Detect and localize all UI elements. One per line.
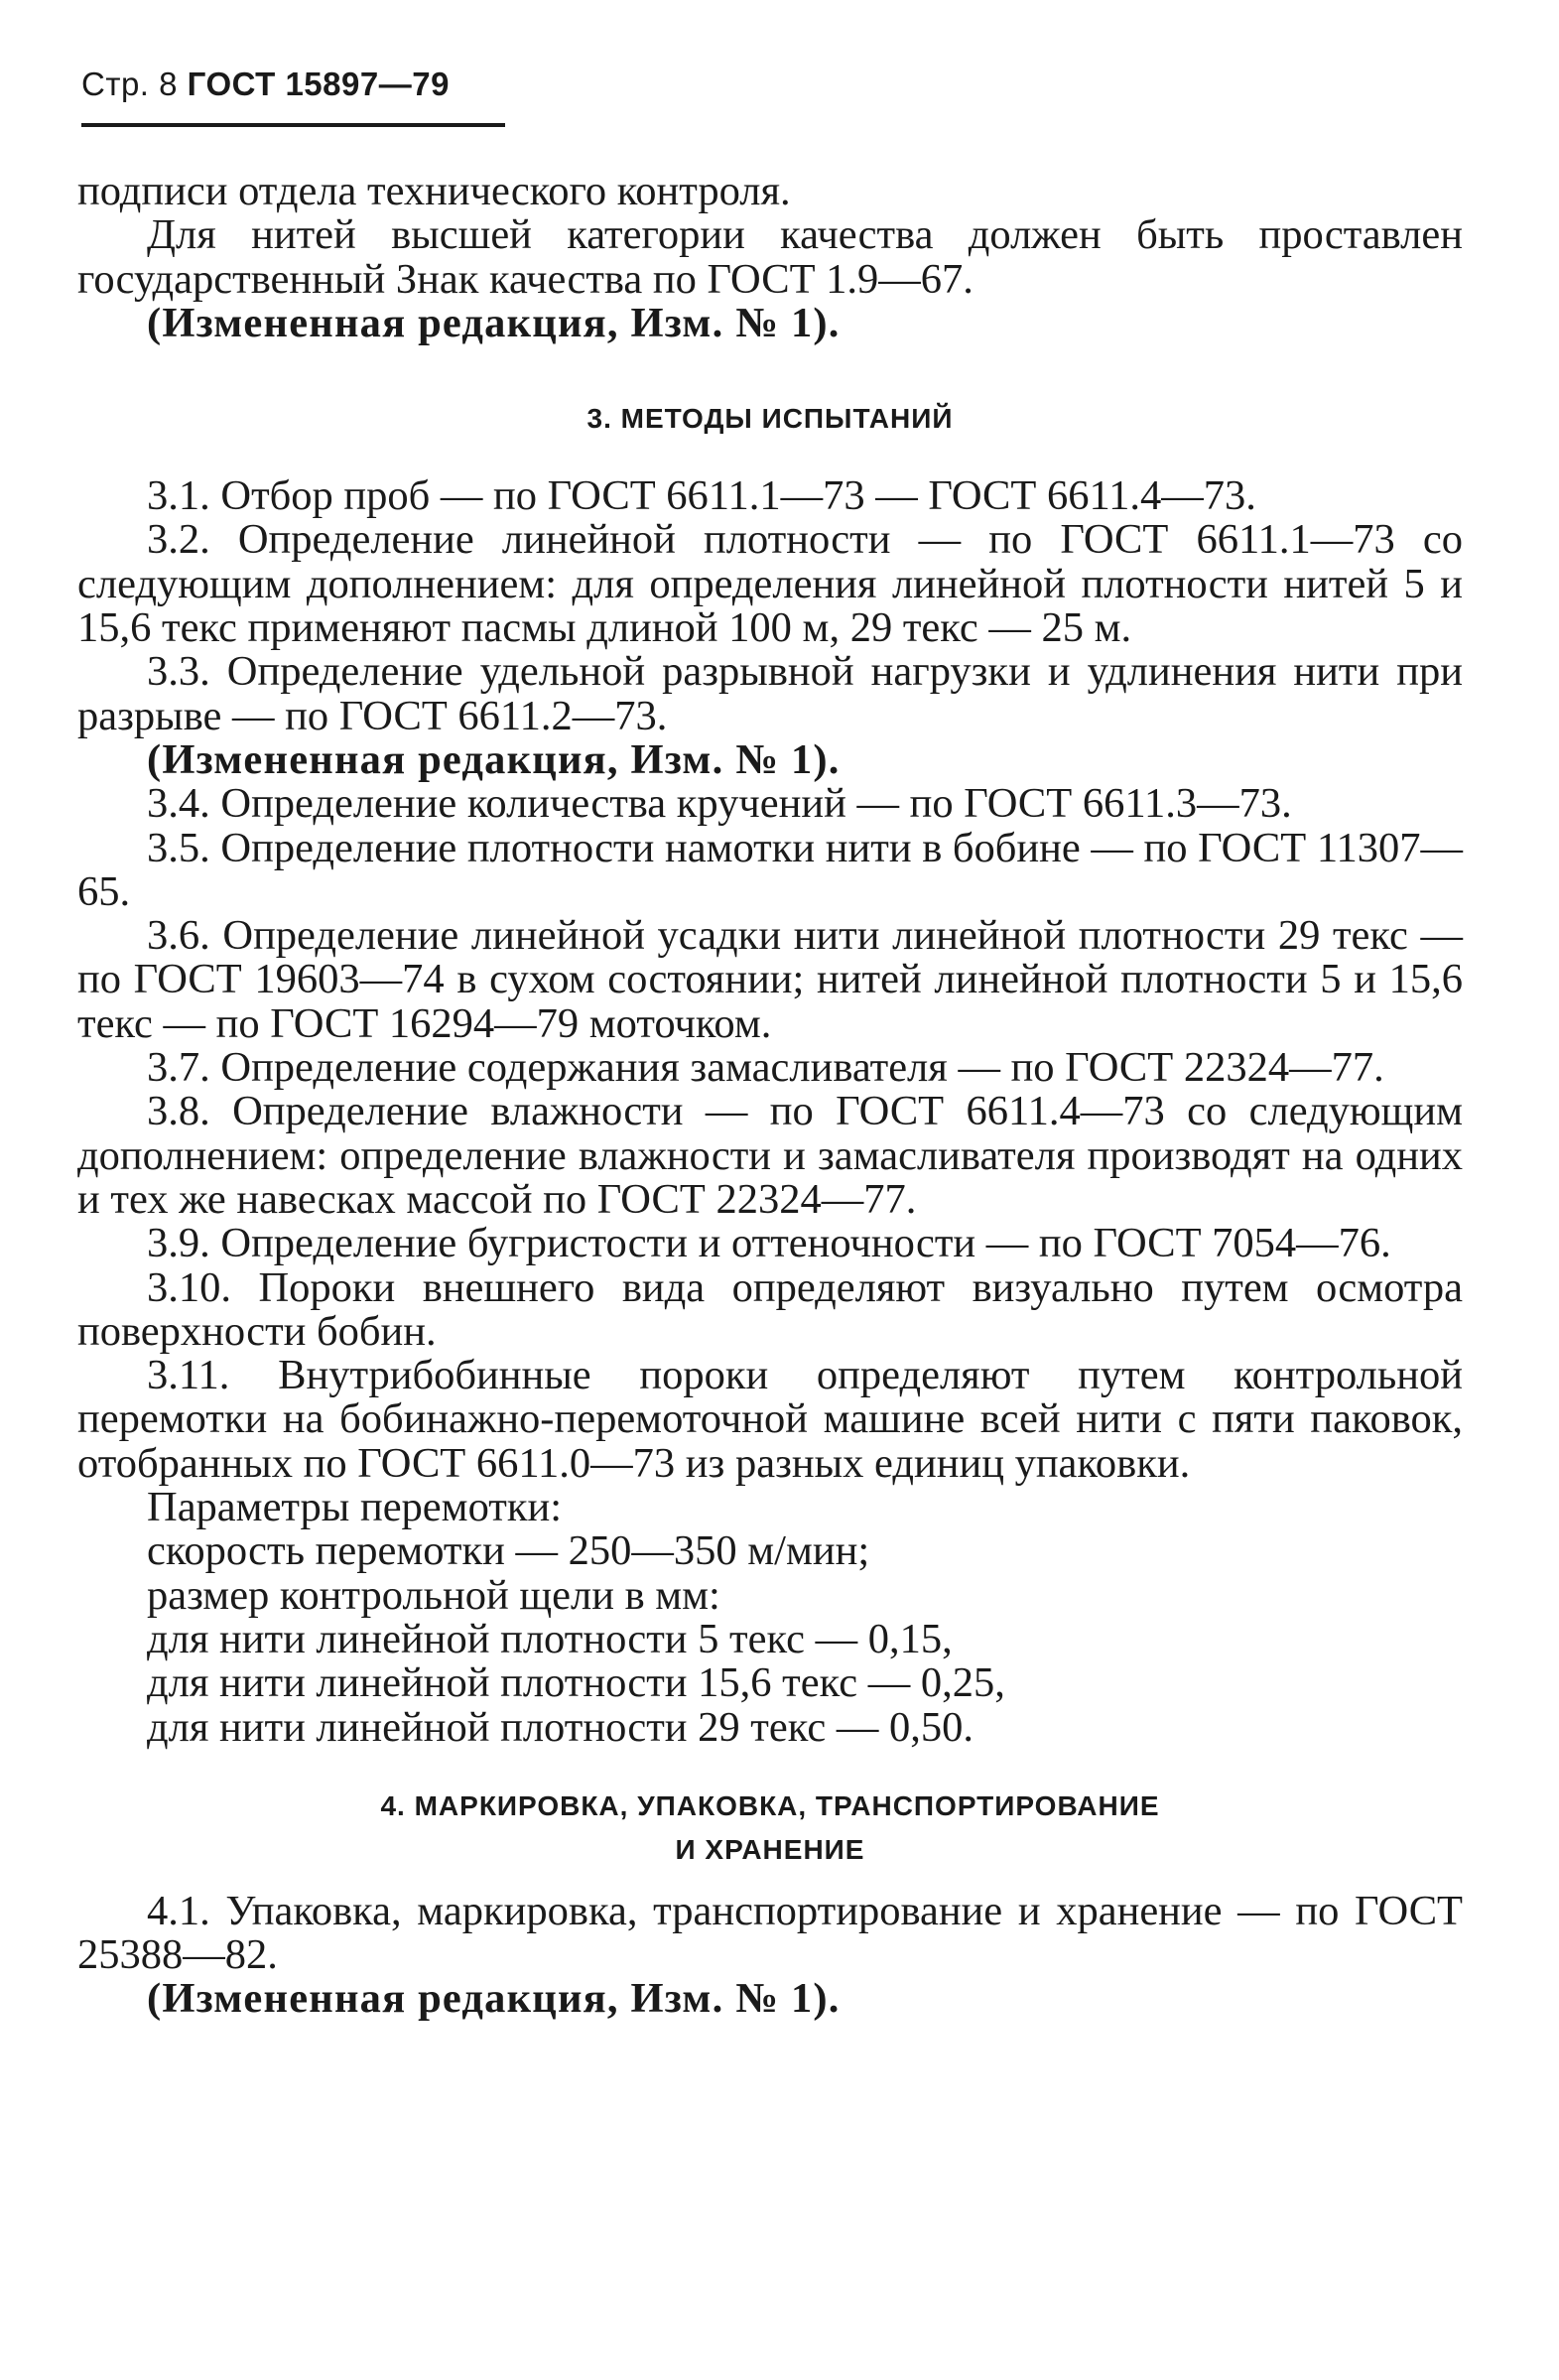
amendment-note-1: (Измененная редакция, Изм. № 1). bbox=[147, 299, 841, 346]
paragraph-quality-mark: Для нитей высшей категории качества должен быть проставлен государственный Знак качества по ГОСТ 1.9—67. bbox=[77, 211, 1463, 303]
section-4-heading bbox=[77, 1785, 1463, 1872]
amendment-note-3: (Измененная редакция, Изм. № 1). bbox=[147, 1975, 841, 2023]
clause-3-11: 3.11. Внутрибобинные пороки определяют путем контрольной перемотки на бобинажно-перемоточной машине всей нити с пяти паковок, отобранных по ГОСТ 6611.0—73 из разных единиц упаковки. bbox=[77, 1352, 1463, 1487]
parameter-speed: скорость перемотки — 250—350 м/мин; bbox=[147, 1527, 870, 1575]
clause-3-6: 3.6. Определение линейной усадки нити линейной плотности 29 текс — по ГОСТ 19603—74 в сухом состоянии; нитей линейной плотности 5 и 15,6 текс — по ГОСТ 16294—79 моточком. bbox=[77, 912, 1463, 1047]
clause-3-4: 3.4. Определение количества кручений — по ГОСТ 6611.3—73. bbox=[147, 780, 1292, 828]
clause-3-2: 3.2. Определение линейной плотности — по ГОСТ 6611.1—73 со следующим дополнением: для определения линейной плотности нитей 5 и 15,6 текс применяют пасмы длиной 100 м, 29 текс — 25 м. bbox=[77, 516, 1463, 652]
header-rule bbox=[81, 123, 505, 127]
spacer bbox=[77, 441, 1463, 474]
standard-number: ГОСТ 15897—79 bbox=[187, 66, 450, 102]
spacer bbox=[77, 345, 1463, 397]
parameters-title: Параметры перемотки: bbox=[147, 1484, 563, 1531]
running-header bbox=[81, 66, 450, 103]
section-3-heading: 3. МЕТОДЫ ИСПЫТАНИЙ bbox=[586, 403, 954, 435]
clause-3-7: 3.7. Определение содержания замасливателя — по ГОСТ 22324—77. bbox=[147, 1044, 1384, 1092]
paragraph-intro-continuation: подписи отдела технического контроля. bbox=[77, 168, 791, 214]
parameter-gap-5-tex: для нити линейной плотности 5 текс — 0,15, bbox=[147, 1615, 953, 1662]
clause-3-8: 3.8. Определение влажности — по ГОСТ 6611.4—73 со следующим дополнением: определение влажности и замасливателя производят на одних и тех же навесках массой по ГОСТ 22324—77. bbox=[77, 1088, 1463, 1223]
section-4-heading-line-2: И ХРАНЕНИЕ bbox=[675, 1833, 865, 1865]
page-number-label: Стр. 8 bbox=[81, 66, 178, 102]
parameter-gap-15-6-tex: для нити линейной плотности 15,6 текс — 0,25, bbox=[147, 1659, 1005, 1707]
section-4-heading-line-1: 4. МАРКИРОВКА, УПАКОВКА, ТРАНСПОРТИРОВАНИЕ bbox=[380, 1789, 1160, 1821]
clause-4-1: 4.1. Упаковка, маркировка, транспортирование и хранение — по ГОСТ 25388—82. bbox=[77, 1887, 1463, 1979]
parameter-gap-29-tex: для нити линейной плотности 29 текс — 0,50. bbox=[147, 1703, 974, 1751]
amendment-note-2: (Измененная редакция, Изм. № 1). bbox=[147, 735, 841, 783]
rewinding-parameters bbox=[77, 1486, 1463, 1750]
spacer bbox=[77, 1750, 1463, 1785]
clause-3-10: 3.10. Пороки внешнего вида определяют визуально путем осмотра поверхности бобин. bbox=[77, 1263, 1463, 1355]
clause-3-5: 3.5. Определение плотности намотки нити в бобине — по ГОСТ 11307—65. bbox=[77, 824, 1463, 915]
clause-3-1: 3.1. Отбор проб — по ГОСТ 6611.1—73 — ГОСТ 6611.4—73. bbox=[147, 472, 1256, 520]
parameter-gap-title: размер контрольной щели в мм: bbox=[147, 1571, 720, 1619]
document-body bbox=[77, 170, 1463, 2022]
clause-3-9: 3.9. Определение бугристости и оттеночности — по ГОСТ 7054—76. bbox=[147, 1220, 1391, 1267]
clause-3-3: 3.3. Определение удельной разрывной нагрузки и удлинения нити при разрыве — по ГОСТ 6611.2—73. bbox=[77, 648, 1463, 739]
